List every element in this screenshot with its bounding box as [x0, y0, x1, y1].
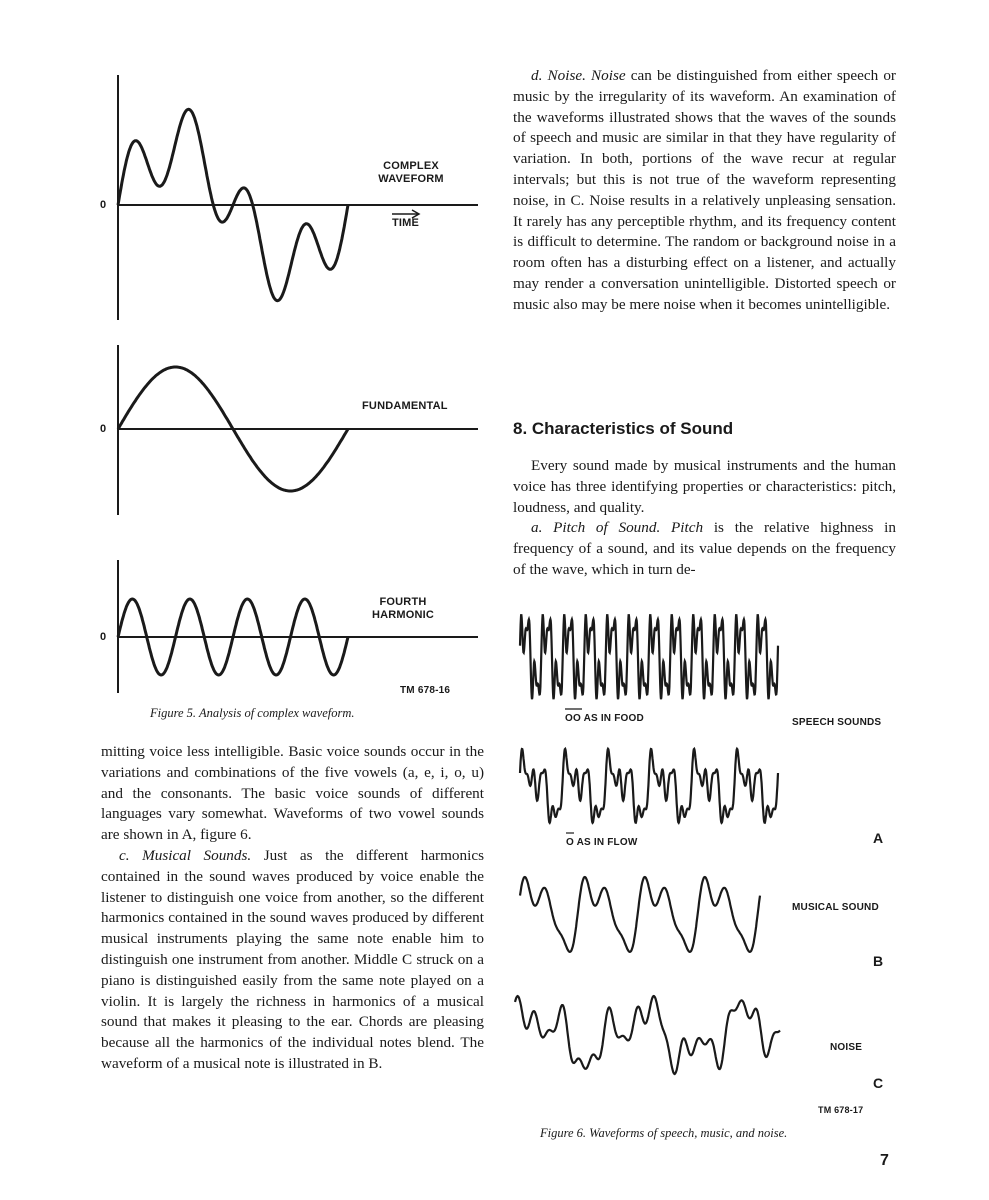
- musical-sounds-paragraph: [101, 846, 484, 1075]
- noise-paragraph: [513, 66, 896, 316]
- food-vowel-waveform: [520, 615, 778, 699]
- fourth-harmonic-label: FOURTH HARMONIC: [371, 596, 435, 621]
- time-label: TIME: [392, 217, 420, 229]
- food-vowel-label: OO AS IN FOOD: [565, 713, 644, 724]
- noise-text-block: [513, 66, 896, 316]
- panel-c-letter: C: [873, 1075, 884, 1091]
- left-column-text: [101, 742, 484, 1075]
- pitch-word: Pitch: [671, 519, 704, 537]
- flow-vowel-waveform: [520, 749, 778, 823]
- musical-sounds-lead: c. Musical Sounds.: [119, 846, 252, 864]
- noise-word: Noise: [591, 67, 626, 84]
- musical-sound-waveform: [520, 877, 760, 952]
- speech-sounds-label: SPEECH SOUNDS: [792, 717, 882, 728]
- flow-vowel-label: O AS IN FLOW: [566, 837, 638, 848]
- noise-label: NOISE: [830, 1042, 863, 1053]
- pitch-lead: a. Pitch of Sound.: [531, 519, 661, 537]
- panel-b-letter: B: [873, 953, 884, 969]
- noise-waveform: [515, 996, 780, 1074]
- complex-zero-label: 0: [100, 199, 107, 211]
- musical-sound-label: MUSICAL SOUND: [792, 902, 879, 913]
- figure5-graphic: [0, 0, 500, 700]
- section-heading: 8. Characteristics of Sound: [513, 419, 734, 438]
- fundamental-zero-label: 0: [100, 423, 107, 435]
- harmonic-zero-label: 0: [100, 631, 107, 643]
- noise-body: can be distinguished from either speech or music by the irregularity of its waveform. An examination of the waveforms illustrated shows that the waves of the sounds of speech and music are similar in that they have regularity of variation. In both, portions of the wave recur at regular intervals; but this is not true of the waveform representing noise, in C. Noise results in a relatively unpleasing sensation. It rarely has any perceptible rhythm, and its frequency content is difficult to determine. The random or background noise in a room often has a disturbing effect on a listener, and actually may render a conversation unintelligible. Distorted speech or music also may be mere noise when it becomes unintelligible.: [513, 67, 896, 313]
- fundamental-label: FUNDAMENTAL: [362, 400, 448, 412]
- figure6-graphic: [500, 600, 800, 1100]
- figure6-caption: Figure 6. Waveforms of speech, music, and noise.: [540, 1126, 788, 1140]
- characteristics-text-block: [513, 456, 896, 581]
- panel-a-letter: A: [873, 830, 884, 846]
- characteristics-paragraph: Every sound made by musical instruments and the human voice has three identifying properties or characteristics: pitch, loudness, and quality.: [513, 457, 896, 516]
- complex-waveform-label: COMPLEX WAVEFORM: [378, 160, 444, 185]
- pitch-body: is the relative highness in frequency of a sound, and its value depends on the frequency of the wave, which in turn de-: [513, 519, 896, 578]
- page-number: 7: [880, 1152, 889, 1169]
- noise-lead: d. Noise.: [531, 67, 586, 84]
- musical-sounds-body: Just as the different harmonics contained in the sound waves produced by voice enable the listener to distinguish one voice from another, so the different harmonics contained in the sound waves produced by different musical instruments playing the same note enable him to distinguish one instrument from another. Middle C struck on a piano is distinguished easily from the same note played on a violin. It is largely the richness in harmonics of a musical sound that makes it pleasing to the ear. Chords are pleasing because all the harmonics of the individual notes blend. The waveform of a musical note is illustrated in B.: [101, 846, 484, 1072]
- figure5-code: TM 678-16: [400, 685, 451, 696]
- figure6-code: TM 678-17: [818, 1105, 864, 1115]
- figure5-caption: Figure 5. Analysis of complex waveform.: [150, 706, 355, 720]
- pitch-paragraph: [513, 518, 896, 580]
- voice-paragraph: mitting voice less intelligible. Basic voice sounds occur in the variations and combinations of the five vowels (a, e, i, o, u) and the consonants. The basic voice sounds of different languages vary somewhat. Waveforms of two vowel sounds are shown in A, figure 6.: [101, 743, 484, 844]
